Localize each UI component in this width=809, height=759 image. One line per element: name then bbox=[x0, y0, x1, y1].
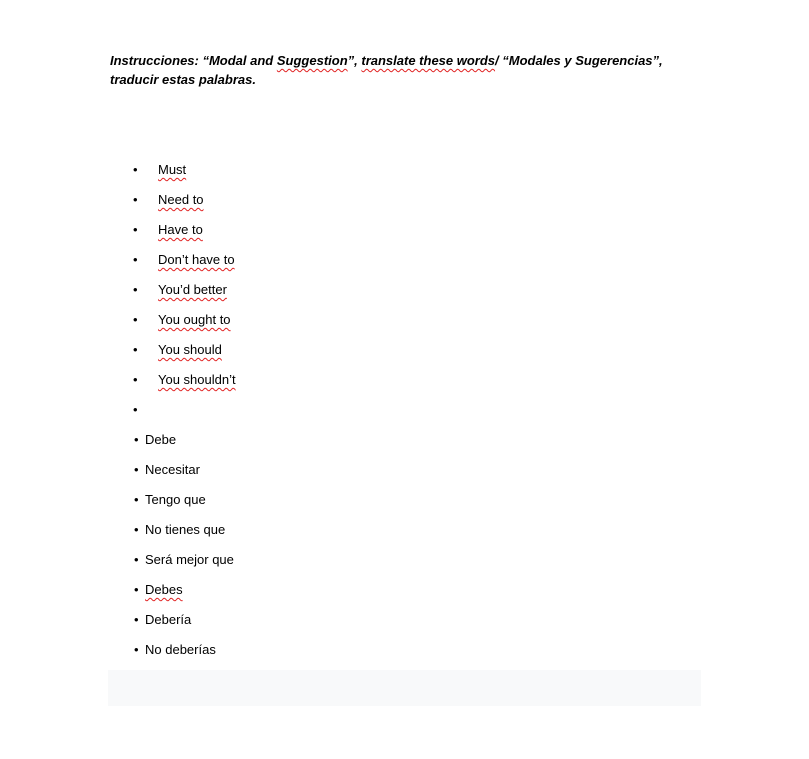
english-word: You’d better bbox=[158, 282, 227, 297]
bullet-icon: • bbox=[133, 342, 138, 357]
spanish-word: No deberías bbox=[145, 642, 216, 657]
instructions-part-2: Suggestion bbox=[276, 53, 348, 68]
english-word: You should bbox=[158, 342, 222, 357]
bullet-icon: • bbox=[133, 312, 138, 327]
english-word: Don’t have to bbox=[158, 252, 235, 267]
bullet-icon: • bbox=[133, 252, 138, 267]
bullet-icon: • bbox=[134, 522, 139, 537]
bullet-icon: • bbox=[134, 642, 139, 657]
english-word: Have to bbox=[158, 222, 203, 237]
instructions-part-1: Instrucciones: “Modal and bbox=[110, 53, 277, 68]
bullet-icon: • bbox=[133, 372, 138, 387]
spanish-word: Tengo que bbox=[145, 492, 206, 507]
english-word: Need to bbox=[158, 192, 204, 207]
instructions-part-5: / “Modales y Sugerencias”, traducir estas palabras. bbox=[110, 53, 663, 87]
bullet-icon: • bbox=[134, 432, 139, 447]
english-word: You shouldn’t bbox=[158, 372, 236, 387]
bullet-icon: • bbox=[134, 582, 139, 597]
spanish-word: Debería bbox=[145, 612, 192, 627]
bullet-icon: • bbox=[134, 492, 139, 507]
spanish-word: Debes bbox=[145, 582, 183, 597]
spanish-word: Debe bbox=[145, 432, 177, 447]
english-word: You ought to bbox=[158, 312, 231, 327]
english-word: Must bbox=[158, 162, 187, 177]
bullet-icon: • bbox=[134, 462, 139, 477]
bullet-icon: • bbox=[133, 402, 138, 417]
bullet-icon: • bbox=[133, 162, 138, 177]
spanish-word: Será mejor que bbox=[145, 552, 234, 567]
instructions-part-4: translate these words bbox=[361, 53, 496, 68]
bullet-icon: • bbox=[134, 612, 139, 627]
instructions-paragraph bbox=[110, 51, 690, 89]
spanish-word: Necesitar bbox=[145, 462, 200, 477]
bullet-icon: • bbox=[133, 282, 138, 297]
instructions-part-3: ”, bbox=[347, 53, 362, 68]
bullet-icon: • bbox=[134, 552, 139, 567]
bullet-icon: • bbox=[133, 192, 138, 207]
footer-band bbox=[108, 670, 701, 706]
spanish-word: No tienes que bbox=[145, 522, 226, 537]
bullet-icon: • bbox=[133, 222, 138, 237]
